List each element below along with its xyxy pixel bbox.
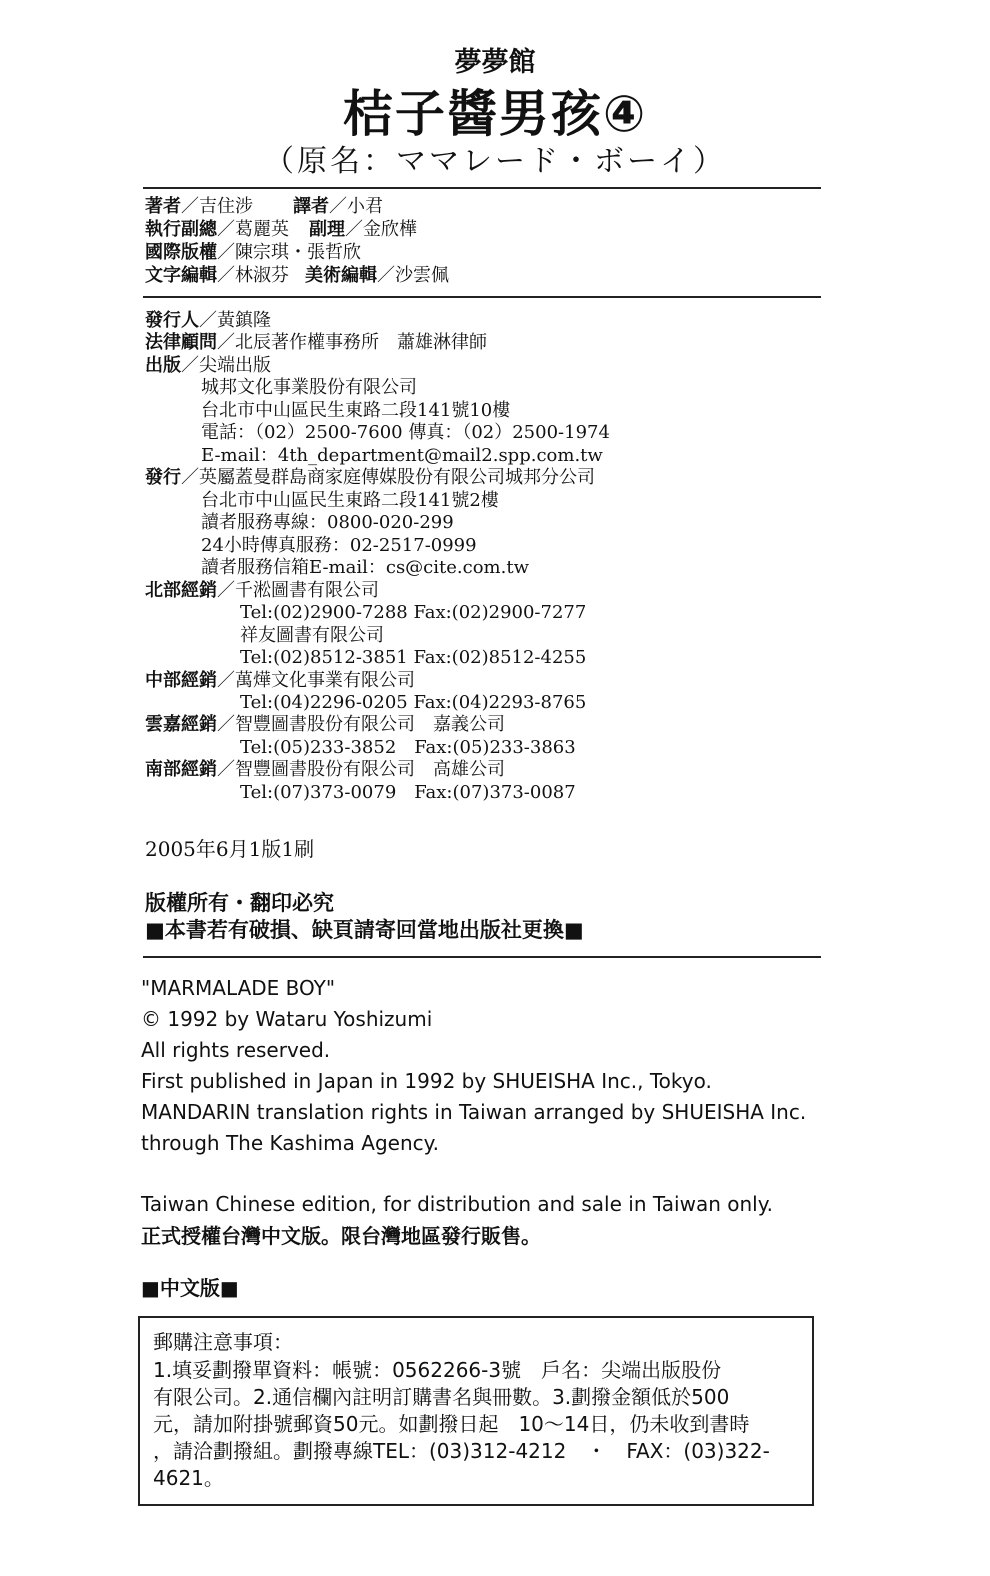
credit-value: ／金欣樺 — [345, 219, 417, 240]
regional-label: 中部經銷 — [145, 670, 217, 691]
credit-label: 國際版權 — [145, 242, 217, 263]
defect-notice: ■本書若有破損、缺頁請寄回當地出版社更換■ — [145, 918, 584, 942]
publisher-line: 電話：（02）2500-7600 傳真：（02）2500-1974 — [201, 422, 610, 443]
taiwan-only-en: Taiwan Chinese edition, for distribution and sale in Taiwan only. — [141, 1192, 774, 1216]
mail-order-line: ，請洽劃撥組。劃撥專線TEL：(03)312-4212 ・ FAX：(03)322- — [153, 1439, 770, 1463]
regional-value: ／千淞圖書有限公司 — [217, 580, 379, 601]
credit-row — [145, 264, 449, 287]
copyright-line: MANDARIN translation rights in Taiwan arranged by SHUEISHA Inc. — [141, 1100, 807, 1124]
publisher-label: 出版 — [145, 355, 181, 376]
issuer-value: ／黃鎮隆 — [199, 310, 271, 331]
regional-line: Tel:(07)373-0079 Fax:(07)373-0087 — [240, 782, 576, 803]
credit-value: ／沙雲佩 — [377, 265, 449, 286]
publisher — [145, 355, 271, 378]
publisher-line: E-mail：4th_department@mail2.spp.com.tw — [201, 445, 603, 466]
regional-distributor — [145, 670, 415, 693]
distributor — [145, 467, 595, 490]
copyright-line: through The Kashima Agency. — [141, 1131, 439, 1155]
distributor-line: 讀者服務專線：0800-020-299 — [201, 512, 454, 533]
divider — [143, 187, 821, 189]
distributor-label: 發行 — [145, 467, 181, 488]
issuer-label: 發行人 — [145, 310, 199, 331]
credit-row — [145, 218, 417, 241]
issuer — [145, 310, 271, 333]
divider — [143, 956, 821, 958]
regional-label: 北部經銷 — [145, 580, 217, 601]
regional-distributor — [145, 714, 505, 737]
copyright-line: All rights reserved. — [141, 1038, 331, 1062]
original-title: （原名：ママレード・ボーイ） — [264, 144, 726, 179]
credit-value: ／小君 — [329, 196, 383, 217]
series-name: 夢夢館 — [454, 47, 536, 78]
credit-value: ／林淑芬 — [217, 265, 289, 286]
credit-label: 副理 — [309, 219, 345, 240]
distributor-line: 台北市中山區民生東路二段141號2樓 — [201, 490, 499, 511]
credit-label: 著者 — [145, 196, 181, 217]
credit-value: ／葛麗英 — [217, 219, 289, 240]
credit-row — [145, 241, 361, 264]
regional-line: Tel:(02)8512-3851 Fax:(02)8512-4255 — [240, 647, 587, 668]
publisher-value: ／尖端出版 — [181, 355, 271, 376]
mail-order-title: 郵購注意事項： — [153, 1330, 293, 1354]
copyright-line: "MARMALADE BOY" — [141, 976, 336, 1000]
regional-distributor — [145, 580, 379, 603]
credit-label: 美術編輯 — [305, 265, 377, 286]
credit-row — [145, 195, 383, 218]
mail-order-line: 1.填妥劃撥單資料：帳號：0562266-3號 戶名：尖端出版股份 — [153, 1358, 722, 1382]
publisher-line: 台北市中山區民生東路二段141號10樓 — [201, 400, 511, 421]
distributor-line: 讀者服務信箱E-mail：cs@cite.com.tw — [201, 557, 529, 578]
legal-label: 法律顧問 — [145, 332, 217, 353]
publisher-line: 城邦文化事業股份有限公司 — [201, 377, 417, 398]
credit-value: ／陳宗琪・張哲欣 — [217, 242, 361, 263]
chinese-edition-label: ■中文版■ — [141, 1276, 239, 1300]
regional-line: Tel:(02)2900-7288 Fax:(02)2900-7277 — [240, 602, 587, 623]
credit-label: 執行副總 — [145, 219, 217, 240]
copyright-line: © 1992 by Wataru Yoshizumi — [141, 1007, 433, 1031]
regional-line: Tel:(05)233-3852 Fax:(05)233-3863 — [240, 737, 576, 758]
regional-distributor — [145, 759, 505, 782]
copyright-line: First published in Japan in 1992 by SHUEISHA Inc., Tokyo. — [141, 1069, 712, 1093]
regional-value: ／智豐圖書股份有限公司 高雄公司 — [217, 759, 505, 780]
rights-notice: 版權所有・翻印必究 — [145, 891, 334, 915]
mail-order-line: 4621。 — [153, 1466, 224, 1490]
regional-line: Tel:(04)2296-0205 Fax:(04)2293-8765 — [240, 692, 587, 713]
legal-advisor — [145, 332, 487, 355]
regional-label: 雲嘉經銷 — [145, 714, 217, 735]
regional-line: 祥友圖書有限公司 — [240, 625, 384, 646]
regional-label: 南部經銷 — [145, 759, 217, 780]
legal-value: ／北辰著作權事務所 蕭雄淋律師 — [217, 332, 487, 353]
credit-label: 譯者 — [293, 196, 329, 217]
taiwan-only-zh: 正式授權台灣中文版。限台灣地區發行販售。 — [141, 1224, 541, 1248]
credit-label: 文字編輯 — [145, 265, 217, 286]
divider — [143, 296, 821, 298]
regional-value: ／萬燁文化事業有限公司 — [217, 670, 415, 691]
mail-order-line: 有限公司。2.通信欄內註明訂購書名與冊數。3.劃撥金額低於500 — [153, 1385, 730, 1409]
edition-date: 2005年6月1版1刷 — [145, 837, 315, 861]
distributor-line: 24小時傳真服務：02-2517-0999 — [201, 535, 477, 556]
mail-order-box — [138, 1316, 814, 1506]
book-title: 桔子醬男孩④ — [342, 85, 648, 143]
mail-order-line: 元，請加附掛號郵資50元。如劃撥日起 10～14日，仍未收到書時 — [153, 1412, 750, 1436]
distributor-value: ／英屬蓋曼群島商家庭傳媒股份有限公司城邦分公司 — [181, 467, 595, 488]
regional-value: ／智豐圖書股份有限公司 嘉義公司 — [217, 714, 505, 735]
credit-value: ／吉住涉 — [181, 196, 253, 217]
